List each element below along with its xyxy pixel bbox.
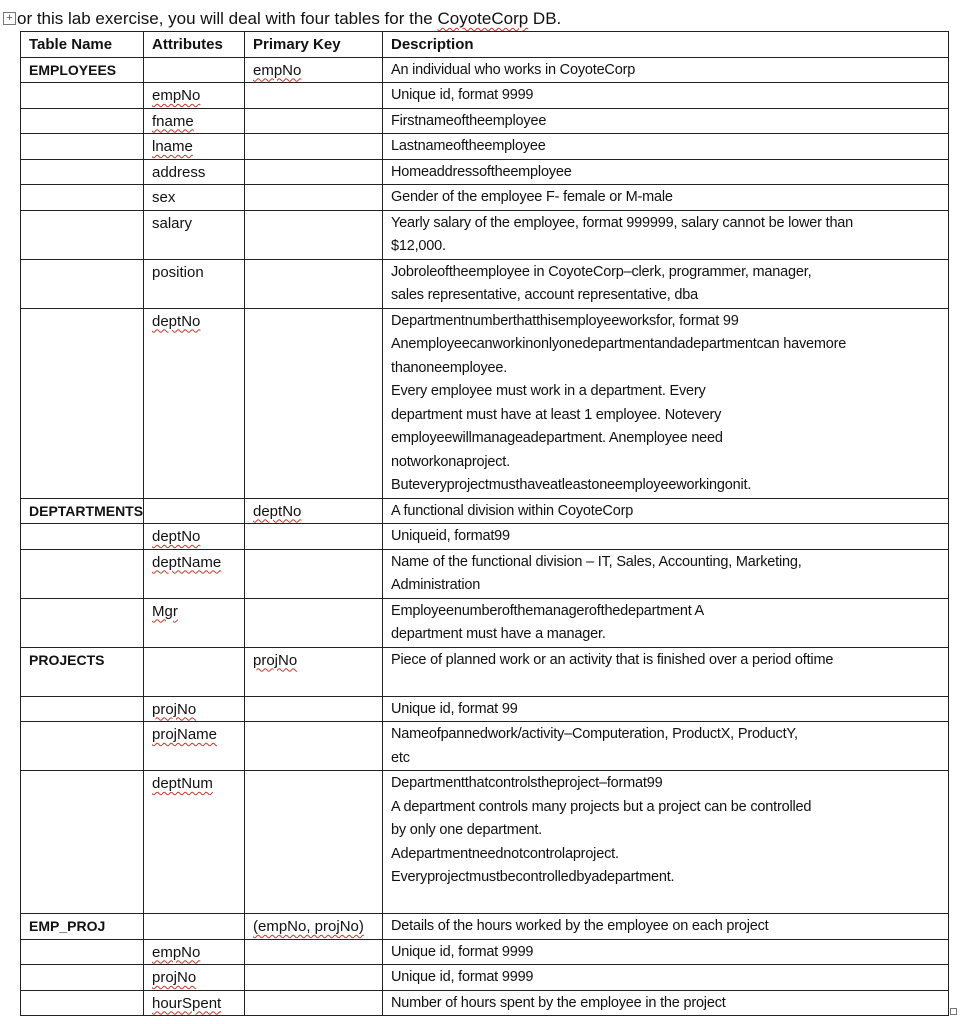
table-move-handle-icon[interactable]: +: [3, 12, 16, 25]
description-cell: [383, 696, 949, 722]
description-line: by only one department.: [391, 822, 542, 838]
description-cell: [383, 308, 949, 498]
attribute-cell: [144, 83, 245, 109]
primary-key-cell: [245, 722, 383, 771]
primary-key-value: (empNo, projNo): [253, 918, 364, 935]
description-cell: [383, 57, 949, 83]
description-line: Gender of the employee F- female or M-male: [391, 189, 673, 205]
attribute-name: empNo: [152, 943, 201, 961]
description-line: Piece of planned work or an activity that is finished over a period oftime: [391, 651, 834, 668]
intro-text: [17, 9, 561, 29]
description-line: Every employee must work in a department. Every: [391, 383, 706, 399]
intro-prefix: or this lab exercise, you will deal with four tables for the: [17, 9, 438, 28]
header-row: [21, 32, 949, 58]
header-primary-key: Primary Key: [245, 32, 383, 58]
header-description: Description: [383, 32, 949, 58]
primary-key-cell: [245, 549, 383, 598]
description-cell: [383, 722, 949, 771]
description-line: Unique id, format 9999: [391, 87, 534, 103]
primary-key-cell: [245, 524, 383, 550]
table-name-cell: [21, 185, 144, 211]
primary-key-value: deptNo: [253, 502, 302, 520]
primary-key-cell: [245, 965, 383, 991]
primary-key-cell: [245, 914, 383, 940]
primary-key-cell: [245, 83, 383, 109]
attribute-name: position: [152, 263, 204, 281]
attribute-cell: [144, 939, 245, 965]
table-name-cell: PROJECTS: [21, 647, 144, 696]
description-line: [391, 672, 940, 696]
description-cell: [383, 549, 949, 598]
attribute-cell: [144, 57, 245, 83]
table-body: [21, 57, 949, 1016]
description-line: A department controls many projects but a project can be controlled: [391, 798, 812, 815]
description-line: etc: [391, 749, 410, 766]
table-row: [21, 722, 949, 771]
attribute-name: projNo: [152, 700, 197, 718]
description-line: department must have at least 1 employee. Notevery: [391, 406, 722, 423]
attribute-cell: [144, 914, 245, 940]
table-row: [21, 939, 949, 965]
attribute-cell: [144, 965, 245, 991]
description-line: sales representative, account representative, dba: [391, 287, 698, 303]
table-name-cell: [21, 108, 144, 134]
description-line: Anemployeecanworkinonlyonedepartmentandadepartmentcan havemore: [391, 336, 847, 352]
description-line: A functional division within CoyoteCorp: [391, 502, 634, 519]
attribute-cell: [144, 185, 245, 211]
attribute-name: deptNo: [152, 528, 201, 545]
primary-key-cell: [245, 498, 383, 524]
description-cell: [383, 990, 949, 1016]
attribute-name: deptName: [152, 553, 222, 571]
description-cell: [383, 965, 949, 991]
table-name-cell: EMPLOYEES: [21, 57, 144, 83]
table-row: [21, 83, 949, 109]
table-row: [21, 771, 949, 914]
attribute-cell: [144, 696, 245, 722]
intro-suffix: DB.: [528, 9, 562, 28]
table-name-cell: [21, 259, 144, 308]
table-row: [21, 990, 949, 1016]
table-row: [21, 108, 949, 134]
description-line: Yearly salary of the employee, format 999999, salary cannot be lower than: [391, 214, 854, 231]
description-line: Employeenumberofthemanagerofthedepartment A: [391, 602, 705, 619]
attribute-cell: [144, 308, 245, 498]
description-cell: [383, 647, 949, 696]
table-row: [21, 696, 949, 722]
attribute-cell: [144, 498, 245, 524]
attribute-name: fname: [152, 112, 194, 130]
attribute-name: deptNum: [152, 775, 213, 792]
table-name-cell: [21, 598, 144, 647]
description-line: employeewillmanageadepartment. Anemployee need: [391, 430, 723, 446]
schema-table: [20, 31, 949, 1016]
description-line: Departmentthatcontrolstheproject–format99: [391, 775, 663, 791]
table-row: [21, 965, 949, 991]
description-cell: [383, 771, 949, 914]
primary-key-cell: [245, 939, 383, 965]
primary-key-cell: [245, 598, 383, 647]
primary-key-cell: [245, 159, 383, 185]
description-cell: [383, 524, 949, 550]
description-cell: [383, 914, 949, 940]
table-name-cell: [21, 159, 144, 185]
description-line: Administration: [391, 577, 481, 593]
table-name-cell: [21, 308, 144, 498]
attribute-cell: [144, 722, 245, 771]
attribute-name: projNo: [152, 969, 197, 986]
table-row: [21, 308, 949, 498]
table-name-cell: [21, 939, 144, 965]
description-cell: [383, 185, 949, 211]
primary-key-cell: [245, 647, 383, 696]
description-line: Lastnameoftheemployee: [391, 138, 546, 154]
description-line: [391, 890, 940, 914]
description-line: $12,000.: [391, 238, 446, 254]
table-row: [21, 210, 949, 259]
description-line: Adepartmentneednotcontrolaproject.: [391, 845, 619, 862]
primary-key-cell: [245, 696, 383, 722]
attribute-cell: [144, 524, 245, 550]
description-line: thanoneemployee.: [391, 359, 508, 376]
attribute-cell: [144, 210, 245, 259]
description-line: Everyprojectmustbecontrolledbyadepartment.: [391, 869, 675, 885]
table-row: [21, 524, 949, 550]
attribute-cell: [144, 647, 245, 696]
description-line: Homeaddressoftheemployee: [391, 163, 572, 180]
attribute-name: address: [152, 163, 206, 181]
intro-row: [0, 8, 969, 32]
description-line: Departmentnumberthatthisemployeeworksfor, format 99: [391, 312, 739, 329]
primary-key-value: projNo: [253, 651, 298, 669]
description-line: Name of the functional division – IT, Sales, Accounting, Marketing,: [391, 553, 802, 570]
attribute-name: salary: [152, 214, 193, 232]
table-name-cell: [21, 722, 144, 771]
description-cell: [383, 134, 949, 160]
table-name-cell: [21, 965, 144, 991]
table-name-cell: [21, 524, 144, 550]
table-row: [21, 259, 949, 308]
attribute-cell: [144, 259, 245, 308]
table-name-cell: [21, 549, 144, 598]
description-line: Buteveryprojectmusthaveatleastoneemployeeworkingonit.: [391, 477, 752, 493]
description-cell: [383, 159, 949, 185]
description-cell: [383, 598, 949, 647]
table-row: [21, 549, 949, 598]
description-line: Firstnameoftheemployee: [391, 112, 547, 129]
primary-key-cell: [245, 108, 383, 134]
table-name-cell: [21, 134, 144, 160]
attribute-name: sex: [152, 189, 176, 206]
attribute-cell: [144, 771, 245, 914]
primary-key-cell: [245, 259, 383, 308]
table-name-cell: DEPTARTMENTS: [21, 498, 144, 524]
primary-key-cell: [245, 185, 383, 211]
description-line: Details of the hours worked by the employee on each project: [391, 918, 769, 934]
primary-key-cell: [245, 308, 383, 498]
table-name-cell: [21, 696, 144, 722]
table-row: [21, 498, 949, 524]
attribute-cell: [144, 990, 245, 1016]
table-row: [21, 914, 949, 940]
table-name-cell: [21, 210, 144, 259]
attribute-cell: [144, 108, 245, 134]
description-line: Unique id, format 9999: [391, 943, 534, 960]
description-line: Number of hours spent by the employee in the project: [391, 994, 726, 1011]
description-cell: [383, 498, 949, 524]
primary-key-cell: [245, 210, 383, 259]
primary-key-cell: [245, 771, 383, 914]
primary-key-cell: [245, 134, 383, 160]
attribute-cell: [144, 598, 245, 647]
description-line: department must have a manager.: [391, 626, 606, 642]
table-row: [21, 57, 949, 83]
table-row: [21, 134, 949, 160]
description-cell: [383, 108, 949, 134]
table-row: [21, 185, 949, 211]
attribute-cell: [144, 159, 245, 185]
attribute-name: hourSpent: [152, 994, 222, 1012]
description-line: An individual who works in CoyoteCorp: [391, 61, 636, 78]
description-line: Jobroleoftheemployee in CoyoteCorp–clerk, programmer, manager,: [391, 263, 812, 280]
attribute-cell: [144, 549, 245, 598]
description-line: Unique id, format 99: [391, 700, 518, 717]
table-name-cell: [21, 990, 144, 1016]
table-resize-handle-icon[interactable]: [950, 1008, 957, 1015]
header-table-name: Table Name: [21, 32, 144, 58]
table-row: [21, 647, 949, 696]
description-line: Uniqueid, format99: [391, 528, 510, 544]
table-name-cell: [21, 83, 144, 109]
description-cell: [383, 259, 949, 308]
description-cell: [383, 83, 949, 109]
description-line: notworkonaproject.: [391, 453, 510, 470]
primary-key-value: empNo: [253, 61, 302, 79]
attribute-cell: [144, 134, 245, 160]
header-attributes: Attributes: [144, 32, 245, 58]
primary-key-cell: [245, 57, 383, 83]
description-line: Nameofpannedwork/activity–Computeration, ProductX, ProductY,: [391, 726, 798, 742]
intro-db-name: CoyoteCorp: [437, 9, 529, 28]
attribute-name: projName: [152, 726, 218, 743]
table-name-cell: [21, 771, 144, 914]
attribute-name: lname: [152, 138, 193, 155]
primary-key-cell: [245, 990, 383, 1016]
table-row: [21, 159, 949, 185]
description-line: Unique id, format 9999: [391, 969, 534, 985]
attribute-name: empNo: [152, 87, 201, 104]
attribute-name: deptNo: [152, 312, 201, 330]
table-name-cell: EMP_PROJ: [21, 914, 144, 940]
table-row: [21, 598, 949, 647]
attribute-name: Mgr: [152, 602, 178, 620]
description-cell: [383, 939, 949, 965]
description-cell: [383, 210, 949, 259]
